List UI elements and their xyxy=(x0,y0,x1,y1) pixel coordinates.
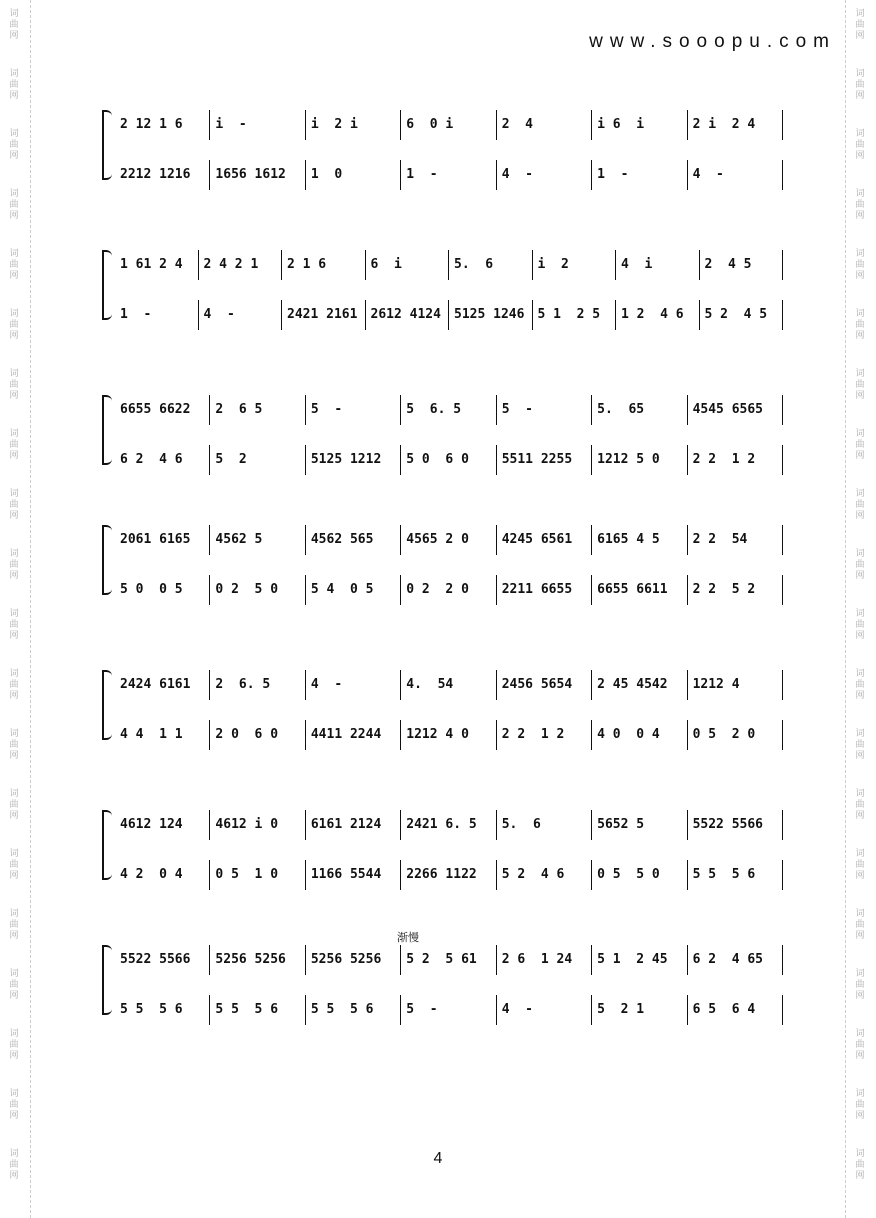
site-url: www.sooopu.com xyxy=(589,31,836,52)
margin-mark: 词 曲 网 xyxy=(855,428,865,460)
barline xyxy=(591,395,592,425)
measure: 5522 5566 xyxy=(120,952,191,967)
barline xyxy=(496,160,497,190)
barline xyxy=(198,250,199,280)
margin-mark: 词 曲 网 xyxy=(9,788,19,820)
measure: 5 2 4 5 xyxy=(704,307,768,322)
barline xyxy=(365,250,366,280)
measure: 2421 6. 5 xyxy=(406,817,477,832)
score-system xyxy=(102,525,782,595)
barline xyxy=(305,160,306,190)
measure: 6 i xyxy=(370,257,402,272)
barline xyxy=(687,860,688,890)
melody-line xyxy=(114,250,782,280)
barline xyxy=(699,250,700,280)
measure: 2 1 6 xyxy=(287,257,327,272)
barline xyxy=(209,575,210,605)
measure: 5 2 1 xyxy=(597,1002,645,1017)
margin-mark: 词 曲 网 xyxy=(855,128,865,160)
measure: 5652 5 xyxy=(597,817,645,832)
measure: 1212 4 xyxy=(692,677,740,692)
measure: 6165 4 5 xyxy=(597,532,660,547)
accompaniment-line xyxy=(114,720,782,750)
barline xyxy=(305,110,306,140)
score-system xyxy=(102,810,782,880)
measure: 5 4 0 5 xyxy=(310,582,374,597)
barline xyxy=(687,445,688,475)
barline xyxy=(209,945,210,975)
barline xyxy=(209,445,210,475)
measure: 4 4 1 1 xyxy=(120,727,183,742)
barline xyxy=(782,720,783,750)
barline xyxy=(448,300,449,330)
measure: i 6 i xyxy=(597,117,645,132)
measure: 2 4 5 xyxy=(704,257,752,272)
measure: 1212 4 0 xyxy=(406,727,469,742)
margin-mark: 词 曲 网 xyxy=(9,128,19,160)
barline xyxy=(591,670,592,700)
measure: 4562 5 xyxy=(215,532,263,547)
measure: 5 5 5 6 xyxy=(215,1002,279,1017)
measure: 4562 565 xyxy=(310,532,374,547)
margin-mark: 词 曲 网 xyxy=(9,68,19,100)
measure: 2266 1122 xyxy=(406,867,477,882)
score-system xyxy=(102,932,782,1017)
margin-mark: 词 曲 网 xyxy=(855,188,865,220)
left-margin-watermark xyxy=(0,0,31,1218)
measure: 1656 1612 xyxy=(215,167,286,182)
measure: 6655 6622 xyxy=(120,402,191,417)
barline xyxy=(209,670,210,700)
barline xyxy=(281,300,282,330)
barline xyxy=(496,395,497,425)
melody-line xyxy=(114,670,782,700)
measure: 5 5 5 6 xyxy=(120,1002,183,1017)
measure: 0 5 2 0 xyxy=(692,727,756,742)
system-brace xyxy=(102,525,114,595)
barline xyxy=(209,160,210,190)
measure: 2 6. 5 xyxy=(215,677,271,692)
measure: 5 1 2 45 xyxy=(597,952,668,967)
measure: 5 1 2 5 xyxy=(537,307,601,322)
barline xyxy=(496,945,497,975)
measure: 5 - xyxy=(406,1002,438,1017)
measure: 2 2 1 2 xyxy=(692,452,756,467)
margin-mark: 词 曲 网 xyxy=(855,8,865,40)
melody-line xyxy=(114,945,782,975)
margin-mark: 词 曲 网 xyxy=(9,668,19,700)
measure: 4 - xyxy=(501,167,534,182)
barline xyxy=(496,525,497,555)
measure: 4612 i 0 xyxy=(215,817,279,832)
measure: 5256 5256 xyxy=(215,952,286,967)
barline xyxy=(782,670,783,700)
accompaniment-line xyxy=(114,575,782,605)
system-brace xyxy=(102,810,114,880)
system-brace xyxy=(102,395,114,465)
margin-mark: 词 曲 网 xyxy=(855,248,865,280)
melody-line xyxy=(114,810,782,840)
margin-mark: 词 曲 网 xyxy=(9,908,19,940)
barline xyxy=(305,445,306,475)
measure: 5256 5256 xyxy=(310,952,382,967)
barline xyxy=(782,250,783,280)
margin-mark: 词 曲 网 xyxy=(855,608,865,640)
measure: 2612 4124 xyxy=(370,307,441,322)
margin-mark: 词 曲 网 xyxy=(855,68,865,100)
margin-mark: 词 曲 网 xyxy=(855,908,865,940)
barline xyxy=(615,250,616,280)
measure: 6 0 i xyxy=(406,117,454,132)
margin-mark: 词 曲 网 xyxy=(9,1028,19,1060)
margin-mark: 词 曲 网 xyxy=(9,368,19,400)
barline xyxy=(305,810,306,840)
barline xyxy=(496,445,497,475)
measure: 4 - xyxy=(310,677,343,692)
measure: 4 - xyxy=(501,1002,534,1017)
accompaniment-line xyxy=(114,300,782,330)
barline xyxy=(305,995,306,1025)
margin-mark: 词 曲 网 xyxy=(9,1088,19,1120)
measure: 2 2 5 2 xyxy=(692,582,756,597)
measure: 6655 6611 xyxy=(597,582,668,597)
score-system xyxy=(102,110,782,180)
measure: 2 4 2 1 xyxy=(203,257,259,272)
page-number: 4 xyxy=(433,1150,443,1167)
score-system xyxy=(102,250,782,320)
barline xyxy=(782,525,783,555)
barline xyxy=(400,945,401,975)
barline xyxy=(281,250,282,280)
barline xyxy=(699,300,700,330)
barline xyxy=(687,720,688,750)
barline xyxy=(591,860,592,890)
measure: 6161 2124 xyxy=(310,817,382,832)
barline xyxy=(209,110,210,140)
margin-mark: 词 曲 网 xyxy=(855,368,865,400)
barline xyxy=(782,110,783,140)
barline xyxy=(591,525,592,555)
measure: 0 2 2 0 xyxy=(406,582,469,597)
measure: i - xyxy=(215,117,247,132)
barline xyxy=(400,860,401,890)
margin-mark: 词 曲 网 xyxy=(855,308,865,340)
barline xyxy=(591,945,592,975)
barline xyxy=(305,860,306,890)
barline xyxy=(400,810,401,840)
measure: 2 6 1 24 xyxy=(501,952,573,967)
measure: 1 0 xyxy=(310,167,343,182)
barline xyxy=(782,575,783,605)
measure: 1 - xyxy=(597,167,629,182)
measure: 1 - xyxy=(120,307,152,322)
measure: 4. 54 xyxy=(406,677,454,692)
barline xyxy=(496,670,497,700)
barline xyxy=(687,810,688,840)
accompaniment-line xyxy=(114,445,782,475)
barline xyxy=(209,720,210,750)
barline xyxy=(496,860,497,890)
margin-mark: 词 曲 网 xyxy=(855,728,865,760)
measure: 5125 1246 xyxy=(454,307,525,322)
measure: 5 6. 5 xyxy=(406,402,462,417)
measure: 5. 6 xyxy=(454,257,494,272)
barline xyxy=(198,300,199,330)
barline xyxy=(782,945,783,975)
barline xyxy=(305,575,306,605)
melody-line xyxy=(114,395,782,425)
barline xyxy=(687,525,688,555)
measure: 1 - xyxy=(406,167,438,182)
margin-mark: 词 曲 网 xyxy=(9,1148,19,1180)
barline xyxy=(591,995,592,1025)
margin-mark: 词 曲 网 xyxy=(9,428,19,460)
margin-mark: 词 曲 网 xyxy=(855,788,865,820)
margin-mark: 词 曲 网 xyxy=(855,548,865,580)
measure: 1 2 4 6 xyxy=(621,307,684,322)
measure: 4 - xyxy=(203,307,235,322)
barline xyxy=(532,300,533,330)
barline xyxy=(400,670,401,700)
barline xyxy=(448,250,449,280)
barline xyxy=(782,995,783,1025)
measure: 2212 1216 xyxy=(120,167,191,182)
barline xyxy=(305,670,306,700)
barline xyxy=(615,300,616,330)
margin-mark: 词 曲 网 xyxy=(855,968,865,1000)
measure: 2061 6165 xyxy=(120,532,191,547)
barline xyxy=(591,720,592,750)
barline xyxy=(687,160,688,190)
barline xyxy=(400,995,401,1025)
measure: 2 45 4542 xyxy=(597,677,668,692)
margin-mark: 词 曲 网 xyxy=(855,1088,865,1120)
measure: 5 0 6 0 xyxy=(406,452,469,467)
measure: i 2 i xyxy=(310,117,358,132)
measure: 1 61 2 4 xyxy=(120,257,183,272)
barline xyxy=(532,250,533,280)
measure: 0 5 1 0 xyxy=(215,867,279,882)
measure: 4411 2244 xyxy=(310,727,382,742)
measure: 5. 65 xyxy=(597,402,645,417)
measure: 2 12 1 6 xyxy=(120,117,183,132)
measure: 5 2 5 61 xyxy=(406,952,477,967)
system-brace xyxy=(102,250,114,320)
barline xyxy=(496,995,497,1025)
melody-line xyxy=(114,110,782,140)
measure: 2 0 6 0 xyxy=(215,727,279,742)
margin-mark: 词 曲 网 xyxy=(9,728,19,760)
measure: 2424 6161 xyxy=(120,677,191,692)
margin-mark: 词 曲 网 xyxy=(855,848,865,880)
measure: 5 5 5 6 xyxy=(692,867,756,882)
measure: 2 i 2 4 xyxy=(692,117,756,132)
margin-mark: 词 曲 网 xyxy=(855,1028,865,1060)
barline xyxy=(782,445,783,475)
measure: 5 5 5 6 xyxy=(310,1002,374,1017)
barline xyxy=(496,575,497,605)
barline xyxy=(209,395,210,425)
measure: 5511 2255 xyxy=(501,452,573,467)
barline xyxy=(365,300,366,330)
barline xyxy=(400,720,401,750)
margin-mark: 词 曲 网 xyxy=(9,488,19,520)
barline xyxy=(496,110,497,140)
measure: 2211 6655 xyxy=(501,582,573,597)
measure: 4565 2 0 xyxy=(406,532,469,547)
margin-mark: 词 曲 网 xyxy=(9,248,19,280)
barline xyxy=(305,395,306,425)
measure: i 2 xyxy=(537,257,569,272)
measure: 5 - xyxy=(501,402,534,417)
score-system xyxy=(102,395,782,465)
accompaniment-line xyxy=(114,860,782,890)
measure: 4612 124 xyxy=(120,817,183,832)
margin-mark: 词 曲 网 xyxy=(9,8,19,40)
measure: 4 i xyxy=(621,257,653,272)
measure: 4 - xyxy=(692,167,724,182)
barline xyxy=(209,810,210,840)
measure: 2 2 54 xyxy=(692,532,748,547)
measure: 0 5 5 0 xyxy=(597,867,660,882)
measure: 5 2 xyxy=(215,452,247,467)
measure: 6 2 4 6 xyxy=(120,452,183,467)
barline xyxy=(591,160,592,190)
measure: 5522 5566 xyxy=(692,817,764,832)
barline xyxy=(209,525,210,555)
measure: 5 0 0 5 xyxy=(120,582,183,597)
barline xyxy=(209,860,210,890)
barline xyxy=(687,395,688,425)
barline xyxy=(687,110,688,140)
expression-mark: 渐慢 xyxy=(397,932,419,944)
accompaniment-line xyxy=(114,995,782,1025)
margin-mark: 词 曲 网 xyxy=(9,968,19,1000)
margin-mark: 词 曲 网 xyxy=(9,848,19,880)
measure: 4 2 0 4 xyxy=(120,867,183,882)
barline xyxy=(496,810,497,840)
barline xyxy=(305,945,306,975)
margin-mark: 词 曲 网 xyxy=(855,488,865,520)
margin-mark: 词 曲 网 xyxy=(9,188,19,220)
barline xyxy=(400,575,401,605)
barline xyxy=(591,445,592,475)
barline xyxy=(400,110,401,140)
melody-line xyxy=(114,525,782,555)
measure: 6 2 4 65 xyxy=(692,952,764,967)
barline xyxy=(209,995,210,1025)
margin-mark: 词 曲 网 xyxy=(9,548,19,580)
system-brace xyxy=(102,945,114,1015)
barline xyxy=(687,945,688,975)
system-brace xyxy=(102,110,114,180)
barline xyxy=(782,395,783,425)
barline xyxy=(400,160,401,190)
barline xyxy=(591,810,592,840)
barline xyxy=(687,670,688,700)
measure: 1212 5 0 xyxy=(597,452,660,467)
barline xyxy=(782,810,783,840)
accompaniment-line xyxy=(114,160,782,190)
barline xyxy=(496,720,497,750)
measure: 5125 1212 xyxy=(310,452,382,467)
measure: 5 2 4 6 xyxy=(501,867,565,882)
measure: 6 5 6 4 xyxy=(692,1002,756,1017)
barline xyxy=(687,995,688,1025)
measure: 4 0 0 4 xyxy=(597,727,660,742)
measure: 5 - xyxy=(310,402,343,417)
measure: 1166 5544 xyxy=(310,867,382,882)
measure: 5. 6 xyxy=(501,817,541,832)
barline xyxy=(782,860,783,890)
barline xyxy=(591,575,592,605)
system-brace xyxy=(102,670,114,740)
barline xyxy=(782,160,783,190)
barline xyxy=(400,445,401,475)
measure: 2 6 5 xyxy=(215,402,263,417)
measure: 4545 6565 xyxy=(692,402,764,417)
margin-mark: 词 曲 网 xyxy=(9,608,19,640)
measure: 2 4 xyxy=(501,117,534,132)
margin-mark: 词 曲 网 xyxy=(855,1148,865,1180)
margin-mark: 词 曲 网 xyxy=(855,668,865,700)
margin-mark: 词 曲 网 xyxy=(9,308,19,340)
barline xyxy=(305,525,306,555)
barline xyxy=(591,110,592,140)
measure: 0 2 5 0 xyxy=(215,582,279,597)
barline xyxy=(400,525,401,555)
barline xyxy=(305,720,306,750)
measure: 2421 2161 xyxy=(287,307,358,322)
right-margin-watermark xyxy=(845,0,876,1218)
measure: 4245 6561 xyxy=(501,532,573,547)
barline xyxy=(687,575,688,605)
measure: 2 2 1 2 xyxy=(501,727,565,742)
barline xyxy=(400,395,401,425)
measure: 2456 5654 xyxy=(501,677,573,692)
barline xyxy=(782,300,783,330)
score-system xyxy=(102,670,782,740)
